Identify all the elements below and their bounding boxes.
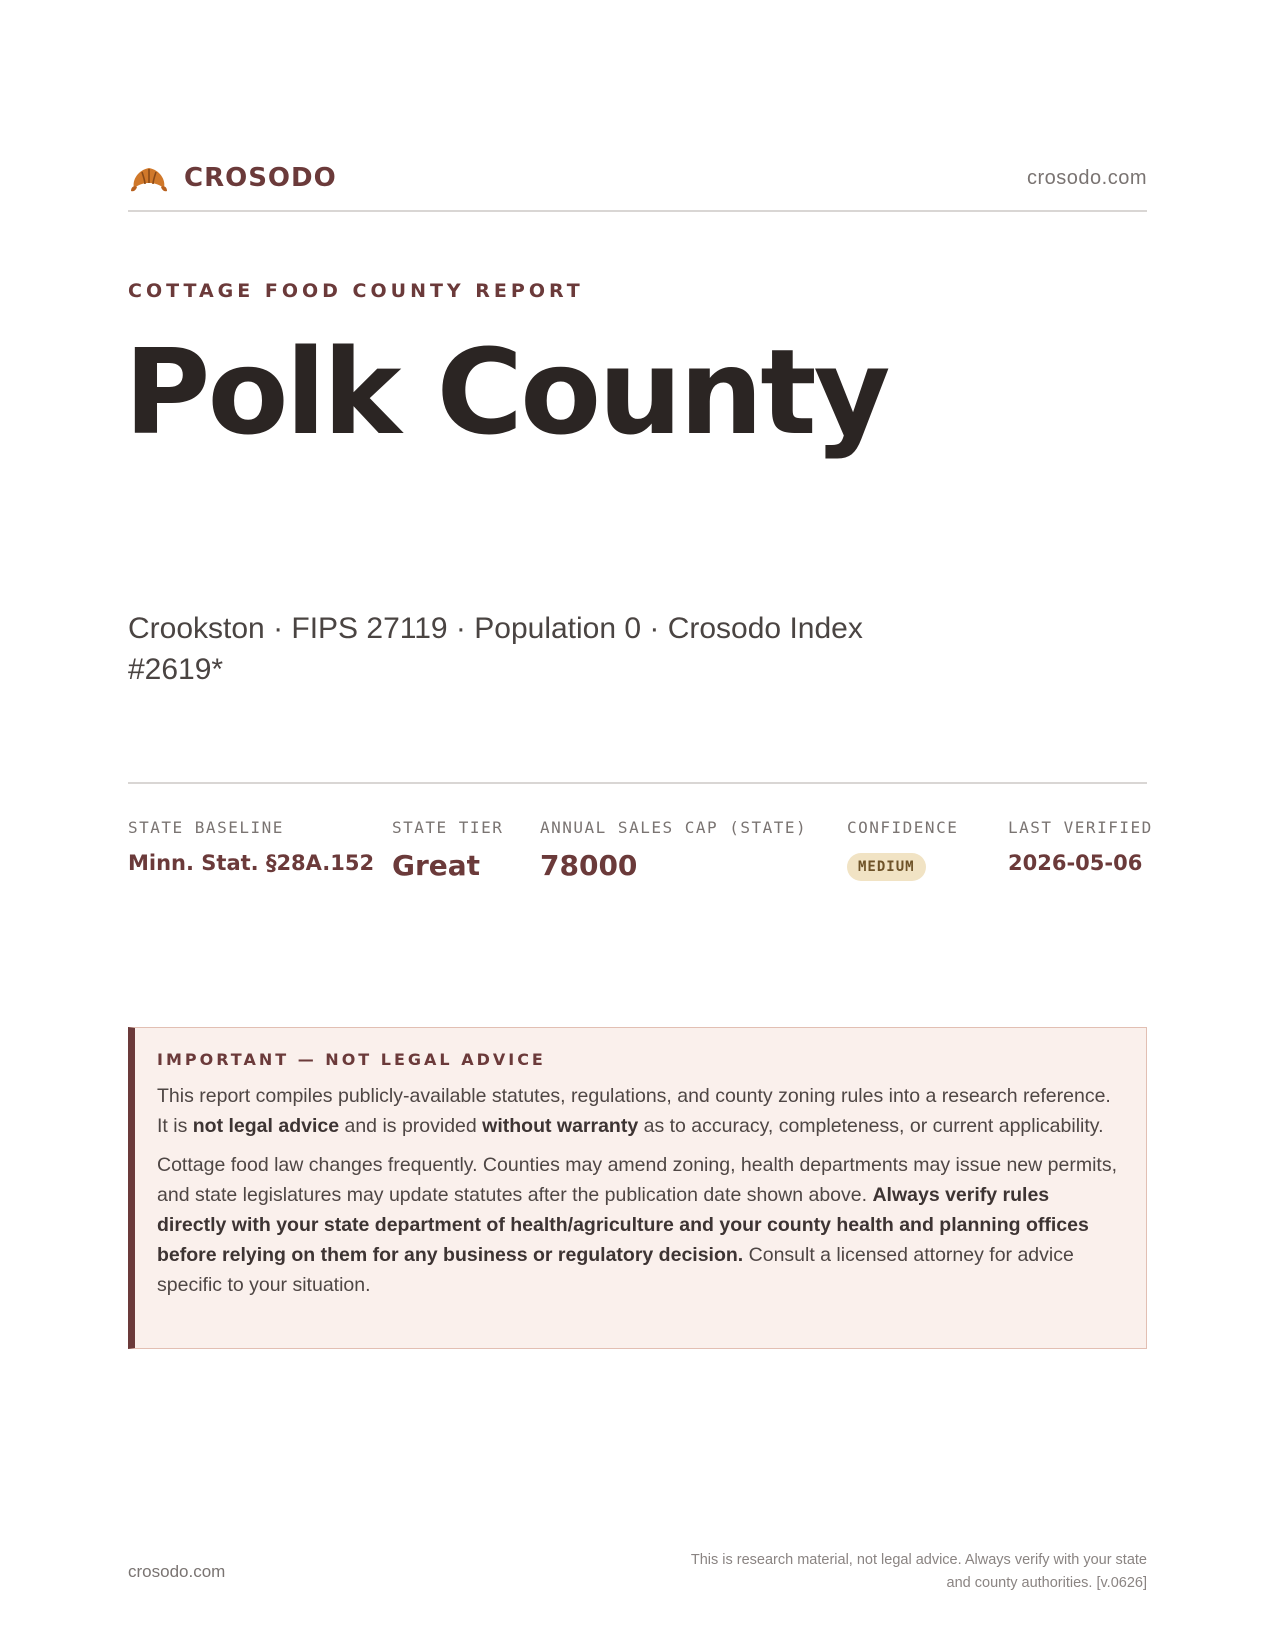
stat-label: STATE BASELINE — [128, 818, 284, 837]
stat-label: LAST VERIFIED — [1008, 818, 1153, 837]
text-run: Cottage food law changes frequently. Counties may amend zoning, health departments may issue new permits, and state legislatures may update statutes after the publication date shown above. — [157, 1154, 1117, 1206]
stat-label: CONFIDENCE — [847, 818, 959, 837]
stat-value: 78000 — [540, 849, 638, 882]
stat-value: 2026-05-06 — [1008, 851, 1143, 875]
emphasis-text: not legal advice — [192, 1115, 340, 1137]
stat-label: ANNUAL SALES CAP (STATE) — [540, 818, 808, 837]
footer-url[interactable]: crosodo.com — [128, 1562, 226, 1581]
stat-label: STATE TIER — [392, 818, 504, 837]
disclaimer-paragraph-1 — [157, 1081, 1122, 1141]
emphasis-text: Always verify rules directly with your state department of health/agriculture and your county health and planning offices before relying on them for any business or regulatory decision. — [157, 1184, 1089, 1266]
header — [128, 158, 1147, 198]
report-page — [124, 0, 1153, 1650]
text-run: as to accuracy, completeness, or current applicability. — [638, 1115, 1104, 1137]
footer-disclaimer — [627, 1549, 1147, 1595]
stat-annual-sales-cap — [540, 818, 807, 882]
footer-line: and county authorities. [v.0626] — [946, 1575, 1147, 1591]
brand-url[interactable]: crosodo.com — [1027, 166, 1147, 189]
text-run: and is provided — [339, 1115, 483, 1137]
stat-last-verified — [1008, 818, 1153, 875]
confidence-badge: MEDIUM — [847, 853, 926, 881]
brand[interactable] — [128, 158, 337, 198]
disclaimer-paragraph-2 — [157, 1150, 1122, 1300]
footer-line: This is research material, not legal advice. Always verify with your state — [690, 1552, 1147, 1568]
page-title: Polk County — [124, 323, 888, 461]
text-run: Consult a licensed attorney for advice specific to your situation. — [157, 1244, 1074, 1296]
emphasis-text: without warranty — [482, 1115, 639, 1137]
stat-value: Great — [392, 849, 481, 882]
stat-state-tier — [392, 818, 503, 882]
county-summary: Crookston · FIPS 27119 · Population 0 · Crosodo Index #2619* — [128, 612, 863, 686]
header-divider — [128, 210, 1147, 212]
stat-state-baseline — [128, 818, 374, 875]
stat-value: Minn. Stat. §28A.152 — [128, 851, 375, 875]
stat-confidence — [847, 818, 958, 881]
brand-name: CROSODO — [184, 163, 337, 193]
croissant-icon — [128, 158, 170, 198]
legal-disclaimer — [128, 1027, 1147, 1349]
stats-divider — [128, 782, 1147, 784]
disclaimer-title: IMPORTANT — NOT LEGAL ADVICE — [157, 1050, 546, 1069]
report-eyebrow: COTTAGE FOOD COUNTY REPORT — [128, 280, 584, 302]
text-run: This report compiles publicly-available statutes, regulations, and county zoning rules into a research reference. It is — [157, 1085, 1111, 1137]
